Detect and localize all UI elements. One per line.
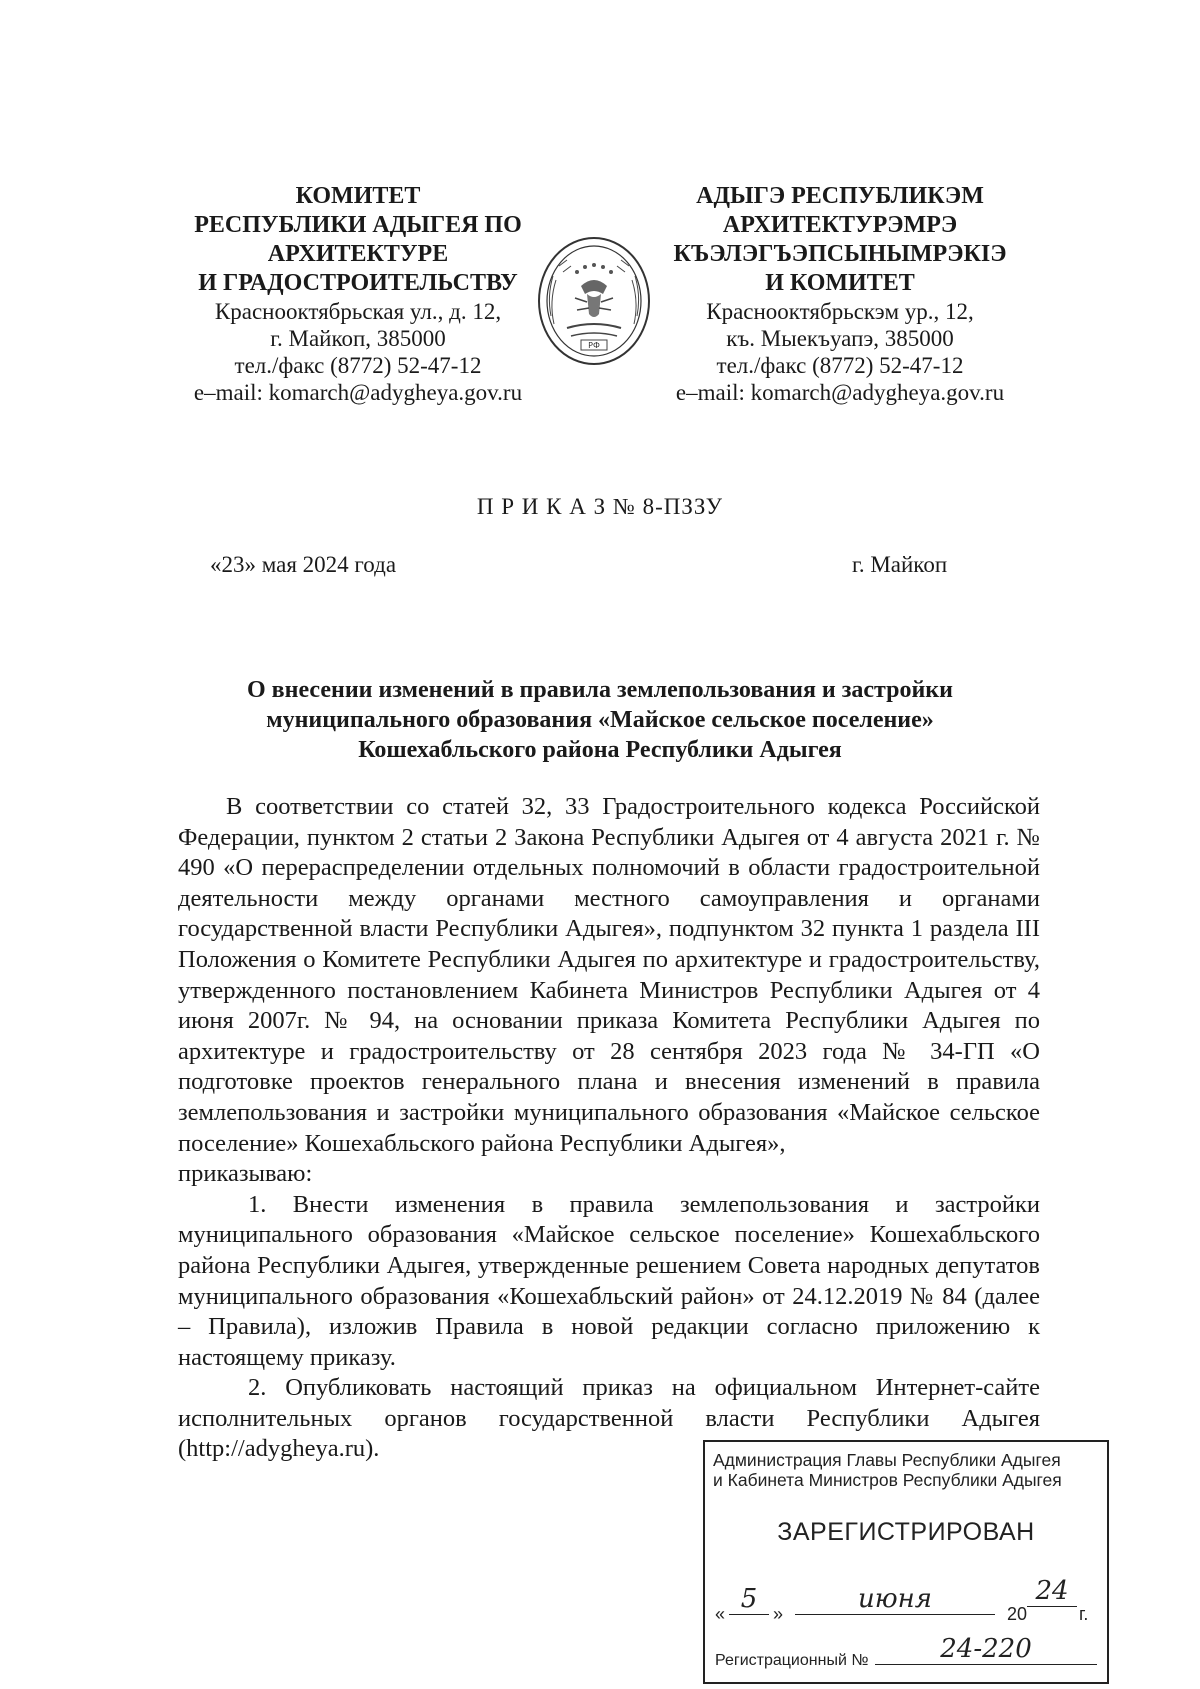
header-right-title-line: КЪЭЛЭГЪЭПСЫНЫМРЭКIЭ bbox=[673, 241, 1007, 267]
stamp-year-prefix: 20 bbox=[1007, 1604, 1028, 1624]
header-left bbox=[168, 182, 548, 406]
header-left-email-line: e–mail: komarch@adygheya.gov.ru bbox=[193, 380, 523, 405]
header-right-title-line: И КОМИТЕТ bbox=[765, 270, 915, 296]
header-right-address-line: къ. Мыекъуапэ, 385000 bbox=[726, 326, 954, 351]
order-subject bbox=[150, 675, 1050, 765]
order-item-1: 1. Внести изменения в правила землепользования и застройки муниципального образования «Майское сельское поселение» Кошехабльского района Республики Адыгея, утвержденные решением Совета народных депутатов муниципального образования «Кошехабльский район» от 24.12.2019 № 84 (далее – Правила), изложив Правила в новой редакции согласно приложению к настоящему приказу. bbox=[178, 1190, 1040, 1371]
subject-line: муниципального образования «Майское сельское поселение» bbox=[266, 707, 934, 733]
subject-line: О внесении изменений в правила землепользования и застройки bbox=[247, 677, 953, 703]
stamp-org-line: и Кабинета Министров Республики Адыгея bbox=[713, 1470, 1062, 1490]
order-title: П Р И К А З № 8-ПЗЗУ bbox=[476, 494, 724, 519]
header-left-address-line: г. Майкоп, 385000 bbox=[270, 326, 446, 351]
stamp-status: ЗАРЕГИСТРИРОВАН bbox=[777, 1518, 1035, 1546]
preamble-paragraph: В соответствии со статей 32, 33 Градостроительного кодекса Российской Федерации, пунктом 2 статьи 2 Закона Республики Адыгея от 4 августа 2021 г. № 490 «О перераспределении отдельных полномочий в области градостроительной деятельности между органами местного самоуправления и органами государственной власти Республики Адыгея», подпунктом 32 пункта 1 раздела III Положения о Комитете Республики Адыгея по архитектуре и градостроительству, утвержденного постановлением Кабинета Министров Республики Адыгея от 4 июня 2007г. № 94, на основании приказа Комитета Республики Адыгея по архитектуре и градостроительству от 28 сентября 2023 года № 34-ГП «О подготовке проектов генерального плана и внесения изменений в правила землепользования и застройки муниципального образования «Майское сельское поселение» Кошехабльского района Республики Адыгея», bbox=[178, 793, 1040, 1157]
stamp-year-unit: г. bbox=[1079, 1604, 1089, 1624]
header-right-address-line: Краснооктябрьскэм ур., 12, bbox=[706, 299, 974, 324]
stamp-reg-number: 24-220 bbox=[875, 1634, 1097, 1665]
stamp-month: июня bbox=[795, 1584, 995, 1615]
stamp-day: 5 bbox=[729, 1584, 769, 1615]
header-left-address-line: тел./факс (8772) 52-47-12 bbox=[234, 353, 482, 378]
order-city: г. Майкоп bbox=[852, 552, 948, 577]
header-right-title-line: АДЫГЭ РЕСПУБЛИКЭМ bbox=[696, 183, 984, 209]
header-left-title-line: РЕСПУБЛИКИ АДЫГЕЯ ПО bbox=[194, 212, 522, 238]
header-left-title-line: КОМИТЕТ bbox=[295, 183, 421, 209]
stamp-date-row: « 5 » июня 20 24 г. bbox=[715, 1576, 1089, 1624]
registration-stamp bbox=[703, 1440, 1109, 1684]
header-left-title-line: АРХИТЕКТУРЕ bbox=[267, 241, 449, 267]
coat-of-arms-emblem-icon bbox=[537, 236, 652, 366]
stamp-org-line: Администрация Главы Республики Адыгея bbox=[713, 1450, 1061, 1470]
header-right bbox=[650, 182, 1030, 406]
order-date: «23» мая 2024 года bbox=[210, 552, 397, 577]
header-right-address-line: тел./факс (8772) 52-47-12 bbox=[716, 353, 964, 378]
stamp-year-suffix: 24 bbox=[1027, 1576, 1077, 1607]
stamp-number-row bbox=[715, 1634, 1100, 1674]
order-word: приказываю: bbox=[178, 1160, 313, 1188]
header-right-email-line: e–mail: komarch@adygheya.gov.ru bbox=[675, 380, 1005, 405]
stamp-reg-label: Регистрационный № bbox=[715, 1652, 869, 1669]
subject-line: Кошехабльского района Республики Адыгея bbox=[358, 737, 842, 763]
header-right-title-line: АРХИТЕКТУРЭМРЭ bbox=[722, 212, 958, 238]
header-left-address-line: Краснооктябрьская ул., д. 12, bbox=[214, 299, 502, 324]
emblem-text: РФ bbox=[588, 341, 600, 350]
order-item-2: 2. Опубликовать настоящий приказ на официальном Интернет-сайте исполнительных органов государственной власти Республики Адыгея (http://adygheya.ru). bbox=[178, 1374, 1040, 1463]
order-body bbox=[178, 792, 1040, 1465]
header-left-title-line: И ГРАДОСТРОИТЕЛЬСТВУ bbox=[198, 270, 518, 296]
